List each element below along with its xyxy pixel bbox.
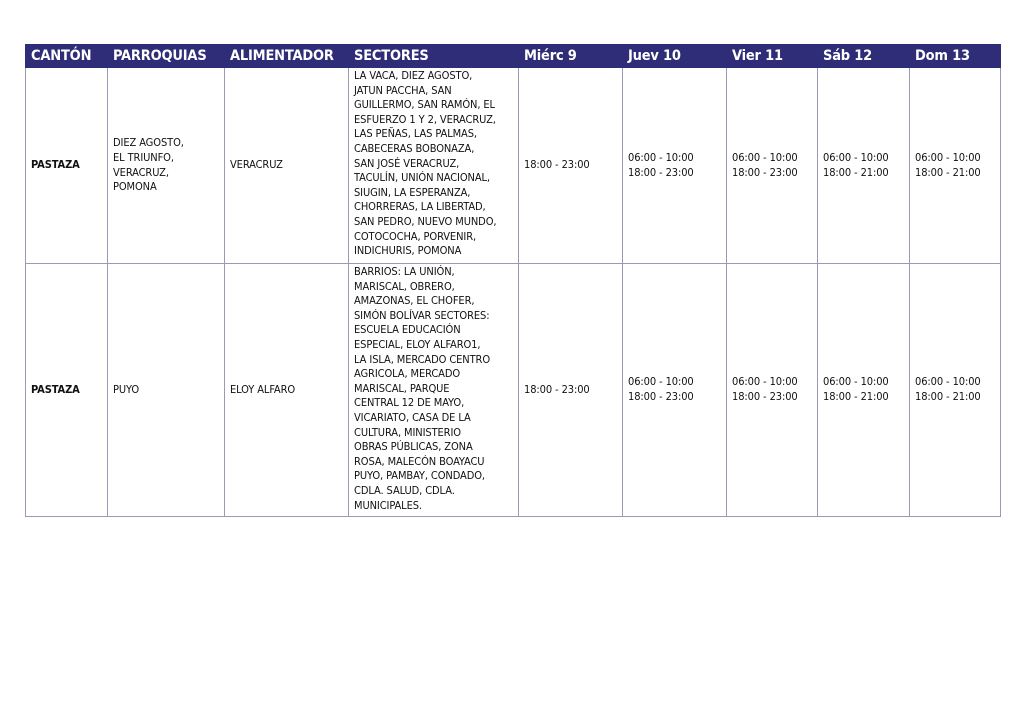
time-range: 18:00 - 21:00 bbox=[823, 390, 889, 403]
time-range: 06:00 - 10:00 bbox=[823, 375, 889, 389]
header-parroquias: PARROQUIAS bbox=[108, 45, 225, 68]
header-day-4: Sáb 12 bbox=[818, 45, 910, 68]
sector-line: AGRICOLA, MERCADO bbox=[354, 367, 461, 381]
parroquia-line: PUYO bbox=[113, 382, 140, 396]
sector-line: JATUN PACCHA, SAN bbox=[354, 83, 452, 97]
day-2-cell bbox=[623, 264, 727, 517]
header-day-1: Miérc 9 bbox=[519, 45, 623, 68]
header-row bbox=[26, 45, 1001, 68]
sector-line: GUILLERMO, SAN RAMÓN, EL bbox=[354, 98, 495, 112]
day-3-cell bbox=[727, 68, 818, 264]
time-range: 18:00 - 23:00 bbox=[628, 165, 694, 179]
time-range: 06:00 - 10:00 bbox=[823, 150, 889, 164]
time-range: 06:00 - 10:00 bbox=[732, 375, 798, 389]
sector-line: CHORRERAS, LA LIBERTAD, bbox=[354, 200, 486, 214]
sector-line: PUYO, PAMBAY, CONDADO, bbox=[354, 469, 485, 483]
time-range: 18:00 - 23:00 bbox=[732, 165, 798, 179]
canton-cell: PASTAZA bbox=[26, 68, 108, 264]
sector-line: SIMÓN BOLÍVAR SECTORES: bbox=[354, 308, 490, 322]
alimentador-cell: ELOY ALFARO bbox=[225, 264, 349, 517]
day-5-cell bbox=[910, 264, 1001, 517]
parroquia-line: DIEZ AGOSTO, bbox=[113, 136, 184, 150]
sector-line: OBRAS PÚBLICAS, ZONA bbox=[354, 440, 473, 454]
time-range: 06:00 - 10:00 bbox=[915, 150, 981, 164]
sector-line: CDLA. SALUD, CDLA. bbox=[354, 483, 455, 497]
sector-line: ROSA, MALECÓN BOAYACU bbox=[354, 454, 485, 468]
time-range: 18:00 - 23:00 bbox=[628, 390, 694, 403]
header-day-5: Dom 13 bbox=[910, 45, 1001, 68]
sector-line: LA VACA, DIEZ AGOSTO, bbox=[354, 69, 473, 82]
time-range: 18:00 - 21:00 bbox=[915, 165, 981, 179]
day-1-cell bbox=[519, 68, 623, 264]
day-1-cell bbox=[519, 264, 623, 517]
sector-line: SAN JOSÉ VERACRUZ, bbox=[354, 156, 460, 170]
parroquia-line: EL TRIUNFO, bbox=[113, 150, 174, 164]
table-row bbox=[26, 68, 1001, 264]
sector-line: MARISCAL, OBRERO, bbox=[354, 279, 455, 293]
table-row bbox=[26, 264, 1001, 517]
sector-line: AMAZONAS, EL CHOFER, bbox=[354, 294, 475, 308]
sector-line: TACULÍN, UNIÓN NACIONAL, bbox=[354, 171, 490, 185]
time-range: 06:00 - 10:00 bbox=[732, 150, 798, 164]
sector-line: MUNICIPALES. bbox=[354, 498, 422, 512]
parroquias-cell bbox=[108, 68, 225, 264]
sector-line: LAS PEÑAS, LAS PALMAS, bbox=[354, 127, 477, 141]
sector-line: ESCUELA EDUCACIÓN bbox=[354, 323, 461, 337]
alimentador-cell: VERACRUZ bbox=[225, 68, 349, 264]
sector-line: ESFUERZO 1 Y 2, VERACRUZ, bbox=[354, 112, 496, 126]
sector-line: INDICHURIS, POMONA bbox=[354, 244, 462, 258]
header-day-3: Vier 11 bbox=[727, 45, 818, 68]
sector-line: MARISCAL, PARQUE bbox=[354, 381, 450, 395]
sector-line: BARRIOS: LA UNIÓN, bbox=[354, 265, 455, 278]
time-range: 18:00 - 23:00 bbox=[732, 390, 798, 403]
parroquia-line: POMONA bbox=[113, 180, 157, 194]
sectores-cell bbox=[349, 68, 519, 264]
day-5-cell bbox=[910, 68, 1001, 264]
header-canton: CANTÓN bbox=[26, 45, 108, 68]
header-day-2: Juev 10 bbox=[623, 45, 727, 68]
time-range: 06:00 - 10:00 bbox=[915, 375, 981, 389]
time-range: 18:00 - 23:00 bbox=[524, 158, 590, 172]
day-3-cell bbox=[727, 264, 818, 517]
day-2-cell bbox=[623, 68, 727, 264]
header-sectores: SECTORES bbox=[349, 45, 519, 68]
time-range: 18:00 - 21:00 bbox=[823, 165, 889, 179]
sector-line: COTOCOCHA, PORVENIR, bbox=[354, 229, 477, 243]
canton-cell: PASTAZA bbox=[26, 264, 108, 517]
sector-line: CENTRAL 12 DE MAYO, bbox=[354, 396, 465, 410]
time-range: 18:00 - 21:00 bbox=[915, 390, 981, 403]
header-alimentador: ALIMENTADOR bbox=[225, 45, 349, 68]
parroquias-cell bbox=[108, 264, 225, 517]
time-range: 18:00 - 23:00 bbox=[524, 382, 590, 396]
sectores-cell bbox=[349, 264, 519, 517]
sector-line: SIUGIN, LA ESPERANZA, bbox=[354, 185, 471, 199]
sector-line: VICARIATO, CASA DE LA bbox=[354, 410, 471, 424]
parroquia-line: VERACRUZ, bbox=[113, 165, 169, 179]
day-4-cell bbox=[818, 264, 910, 517]
time-range: 06:00 - 10:00 bbox=[628, 375, 694, 389]
outage-schedule-table bbox=[25, 44, 1001, 517]
sector-line: SAN PEDRO, NUEVO MUNDO, bbox=[354, 214, 497, 228]
sector-line: ESPECIAL, ELOY ALFARO1, bbox=[354, 337, 481, 351]
time-range: 06:00 - 10:00 bbox=[628, 150, 694, 164]
sector-line: CABECERAS BOBONAZA, bbox=[354, 141, 475, 155]
sector-line: CULTURA, MINISTERIO bbox=[354, 425, 461, 439]
sector-line: LA ISLA, MERCADO CENTRO bbox=[354, 352, 491, 366]
day-4-cell bbox=[818, 68, 910, 264]
